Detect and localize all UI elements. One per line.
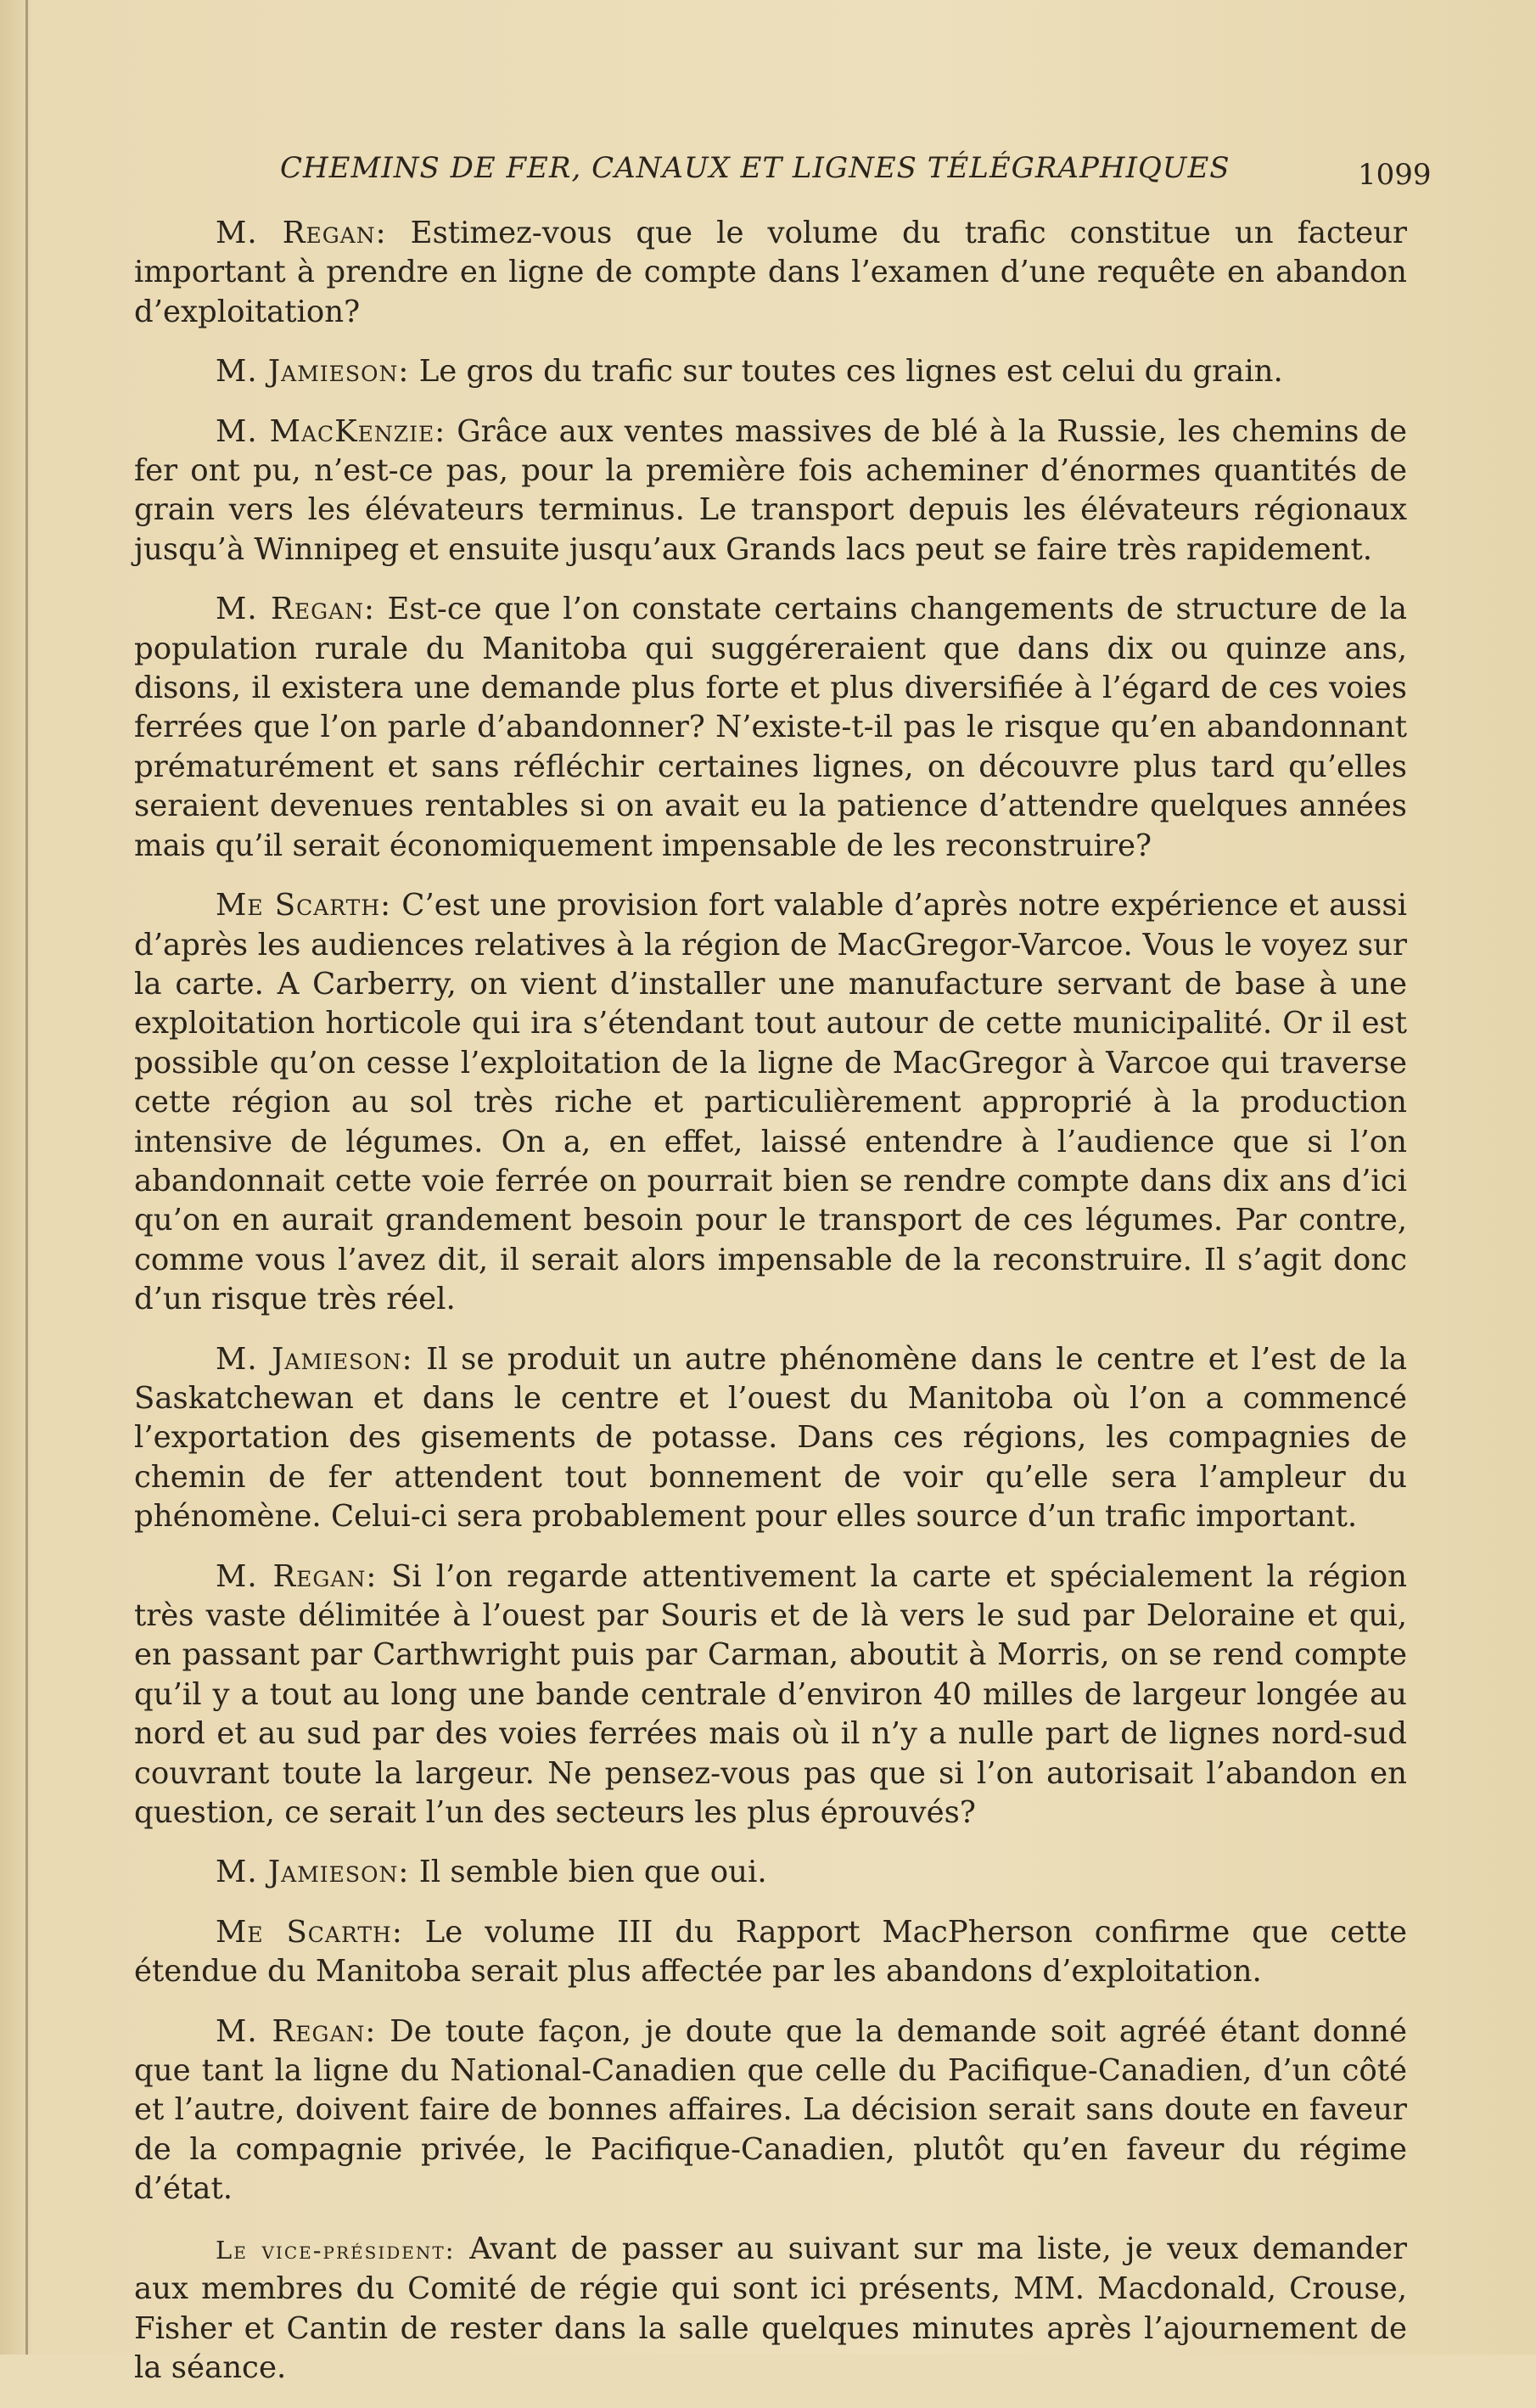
- paragraph: [134, 2230, 1407, 2388]
- paragraph-text: C’est une provision fort valable d’après notre expérience et aussi d’après les audiences relatives à la région de MacGregor-Varcoe. Vous le voyez sur la carte. A Carberry, on vient d’installer une manufacture servant de base à une exploitation horticole qui ira s’étendant tout autour de cette municipalité. Or il est possible qu’on cesse l’exploitation de la ligne de MacGregor à Varcoe qui traverse cette région au sol très riche et particulièrement approprié à la production intensive de légumes. On a, en effet, laissé entendre à l’audience que si l’on abandonnait cette voie ferrée on pourrait bien se rendre compte dans dix ans d’ici qu’on en aurait grandement besoin pour le transport de ces légumes. Par contre, comme vous l’avez dit, il serait alors impensable de la reconstruire. Il s’agit donc d’un risque très réel.: [134, 888, 1407, 1317]
- paragraph-text: Avant de passer au suivant sur ma liste, je veux demander aux membres du Comité de régie qui sont ici présents, MM. Macdonald, Crouse, Fisher et Cantin de rester dans la salle quelques minutes après l’ajournement de la séance.: [134, 2231, 1407, 2385]
- paragraph-text: Si l’on regarde attentivement la carte et spécialement la région très vaste délimitée à l’ouest par Souris et de là vers le sud par Deloraine et qui, en passant par Carthwright puis par Carman, aboutit à Morris, on se rend compte qu’il y a tout au long une bande centrale d’environ 40 milles de largeur longée au nord et au sud par des voies ferrées mais où il n’y a nulle part de lignes nord-sud couvrant toute la largeur. Ne pensez-vous pas que si l’on autorisait l’abandon en question, ce serait l’un des secteurs les plus éprouvés?: [134, 1558, 1407, 1831]
- speaker-name: M. Jamieson:: [216, 354, 410, 390]
- speaker-name: Me Scarth:: [216, 888, 392, 923]
- paragraph: [134, 413, 1407, 570]
- paragraph: [134, 214, 1407, 332]
- paragraph: [134, 1558, 1407, 1833]
- paragraph-text: De toute façon, je doute que la demande soit agréé étant donné que tant la ligne du National-Canadien que celle du Pacifique-Canadien, d’un côté et l’autre, doivent faire de bonnes affaires. La décision serait sans doute en faveur de la compagnie privée, le Pacifique-Canadien, plutôt qu’en faveur du régime d’état.: [134, 2013, 1407, 2207]
- transcript-body: [134, 214, 1407, 2408]
- paragraph: [134, 886, 1407, 1319]
- speaker-name: Le vice-président:: [216, 2235, 456, 2265]
- speaker-name: M. MacKenzie:: [216, 413, 446, 449]
- speaker-name: Me Scarth:: [216, 1914, 403, 1950]
- speaker-name: M. Jamieson:: [216, 1855, 410, 1890]
- binding-edge-line: [25, 0, 28, 2355]
- paragraph: [134, 590, 1407, 866]
- paragraph-text: Il semble bien que oui.: [418, 1855, 767, 1890]
- speaker-name: M. Jamieson:: [216, 1341, 413, 1377]
- speaker-name: M. Regan:: [216, 1558, 378, 1594]
- speaker-name: M. Regan:: [216, 592, 375, 627]
- paragraph: [134, 1340, 1407, 1537]
- paragraph: [134, 1853, 1407, 1892]
- paragraph: [134, 2012, 1407, 2209]
- page-number: 1099: [1358, 158, 1432, 192]
- paragraph-text: Le volume III du Rapport MacPherson confirme que cette étendue du Manitoba serait plus affectée par les abandons d’exploitation.: [134, 1914, 1407, 1990]
- paragraph: [134, 352, 1407, 391]
- speaker-name: M. Regan:: [216, 2013, 377, 2049]
- paragraph-text: Est-ce que l’on constate certains changements de structure de la population rurale du Manitoba qui suggéreraient que dans dix ou quinze ans, disons, il existera une demande plus forte et plus diversifiée à l’égard de ces voies ferrées que l’on parle d’abandonner? N’existe-t-il pas le risque qu’en abandonnant prématurément et sans réfléchir certaines lignes, on découvre plus tard qu’elles seraient devenues rentables si on avait eu la patience d’attendre quelques années mais qu’il serait économiquement impensable de les reconstruire?: [134, 592, 1408, 863]
- paragraph: [134, 1913, 1407, 1992]
- speaker-name: M. Regan:: [216, 216, 387, 250]
- running-head: CHEMINS DE FER, CANAUX ET LIGNES TÉLÉGRAPHIQUES: [280, 151, 1230, 185]
- paragraph-text: Le gros du trafic sur toutes ces lignes est celui du grain.: [418, 354, 1283, 390]
- paragraph-text: Grâce aux ventes massives de blé à la Russie, les chemins de fer ont pu, n’est-ce pas, pour la première fois acheminer d’énormes quantités de grain vers les élévateurs terminus. Le transport depuis les élévateurs régionaux jusqu’à Winnipeg et ensuite jusqu’aux Grands lacs peut se faire très rapidement.: [134, 413, 1407, 567]
- paragraph-text: Il se produit un autre phénomène dans le centre et l’est de la Saskatchewan et dans le centre et l’ouest du Manitoba où l’on a commencé l’exportation des gisements de potasse. Dans ces régions, les compagnies de chemin de fer attendent tout bonnement de voir qu’elle sera l’ampleur du phénomène. Celui-ci sera probablement pour elles source d’un trafic important.: [134, 1341, 1407, 1535]
- paragraph-text: Estimez-vous que le volume du trafic constitue un facteur important à prendre en ligne de compte dans l’examen d’une requête en abandon d’exploitation?: [134, 216, 1407, 329]
